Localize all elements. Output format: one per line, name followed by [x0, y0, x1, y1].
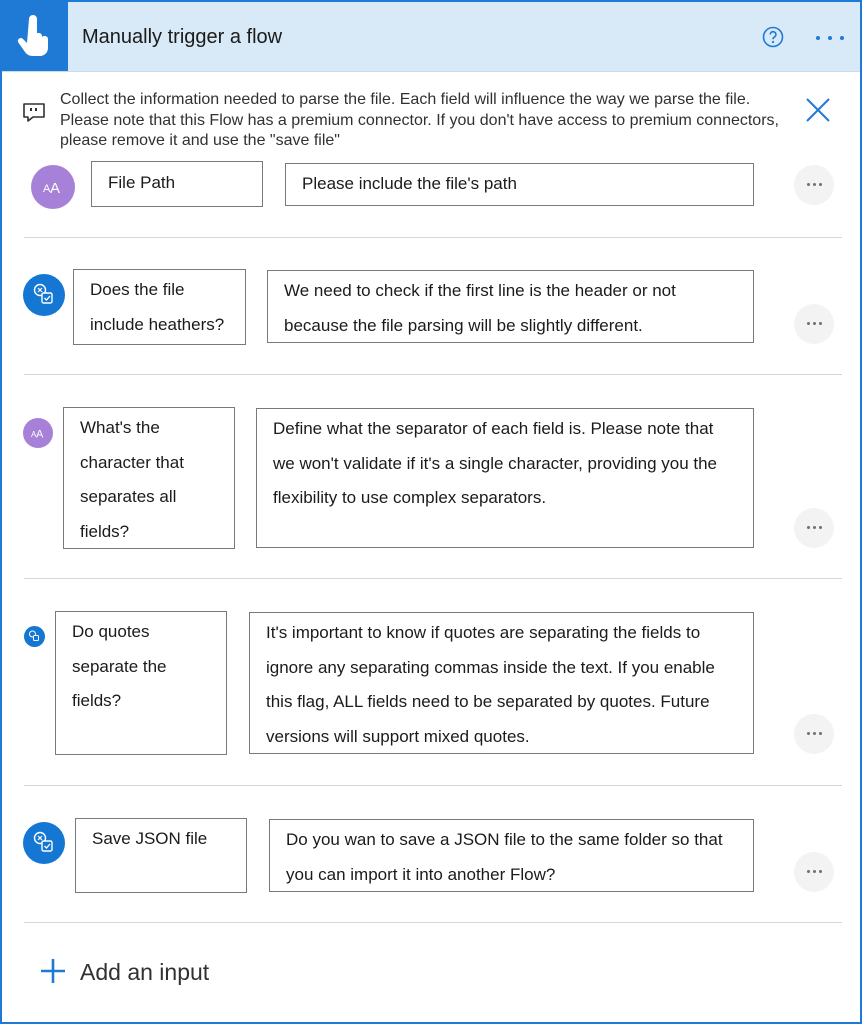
- help-icon[interactable]: [762, 26, 784, 48]
- divider: [24, 374, 842, 375]
- input-name-value: Does the file include heathers?: [90, 280, 225, 334]
- yes-no-input-icon: [24, 626, 45, 647]
- divider: [24, 922, 842, 923]
- yes-no-input-icon: [23, 822, 65, 864]
- input-name-value: Do quotes separate the fields?: [72, 622, 167, 710]
- add-input-label: Add an input: [80, 959, 210, 985]
- close-icon[interactable]: [805, 97, 831, 123]
- input-more-button[interactable]: [794, 165, 834, 205]
- card-header[interactable]: [2, 2, 860, 72]
- input-name-field[interactable]: [73, 269, 246, 345]
- input-more-button[interactable]: [794, 714, 834, 754]
- input-description-field[interactable]: [269, 819, 754, 892]
- more-options-icon[interactable]: [812, 28, 848, 48]
- input-name-field[interactable]: [63, 407, 235, 549]
- trigger-icon-box: [2, 2, 68, 71]
- text-input-icon: [23, 418, 53, 448]
- input-name-field[interactable]: [55, 611, 227, 755]
- input-description-value: Please include the file's path: [302, 174, 517, 193]
- svg-text:A: A: [43, 183, 51, 195]
- page-title: Manually trigger a flow: [82, 26, 283, 48]
- comment-icon: [22, 102, 46, 124]
- input-more-button[interactable]: [794, 508, 834, 548]
- input-description-field[interactable]: [256, 408, 754, 548]
- svg-text:A: A: [31, 430, 37, 439]
- text-input-icon: [31, 165, 75, 209]
- svg-text:A: A: [36, 428, 44, 441]
- input-description-field[interactable]: [249, 612, 754, 754]
- svg-text:A: A: [50, 180, 61, 197]
- input-description-field[interactable]: [267, 270, 754, 343]
- touch-hand-icon: [17, 15, 53, 57]
- input-name-field[interactable]: [75, 818, 247, 893]
- trigger-description: Collect the information needed to parse the file. Each field will influence the way we parse the file. Please note that this Flow has a premium connector. If you don't have access to premium connectors, please remove it and use the "save file": [60, 91, 779, 149]
- input-description-value: Define what the separator of each field is. Please note that we won't validate if it's a single character, providing you the flexibility to use complex separators.: [273, 419, 718, 507]
- input-description-value: Do you wan to save a JSON file to the same folder so that you can import it into another Flow?: [286, 830, 723, 884]
- divider: [24, 578, 842, 579]
- input-description-value: We need to check if the first line is the header or not because the file parsing will be slightly different.: [284, 281, 676, 335]
- input-more-button[interactable]: [794, 304, 834, 344]
- input-name-value: What's the character that separates all fields?: [80, 418, 184, 541]
- divider: [24, 785, 842, 786]
- input-description-field[interactable]: [285, 163, 754, 206]
- divider: [24, 237, 842, 238]
- input-name-value: Save JSON file: [92, 829, 208, 848]
- input-name-field[interactable]: [91, 161, 263, 207]
- yes-no-input-icon: [23, 274, 65, 316]
- plus-icon: [40, 958, 66, 984]
- input-more-button[interactable]: [794, 852, 834, 892]
- input-description-value: It's important to know if quotes are separating the fields to ignore any separating commas inside the text. If you enable this flag, ALL fields need to be separated by quotes. Future versions will support mixed quotes.: [266, 623, 715, 746]
- input-name-value: File Path: [108, 173, 176, 192]
